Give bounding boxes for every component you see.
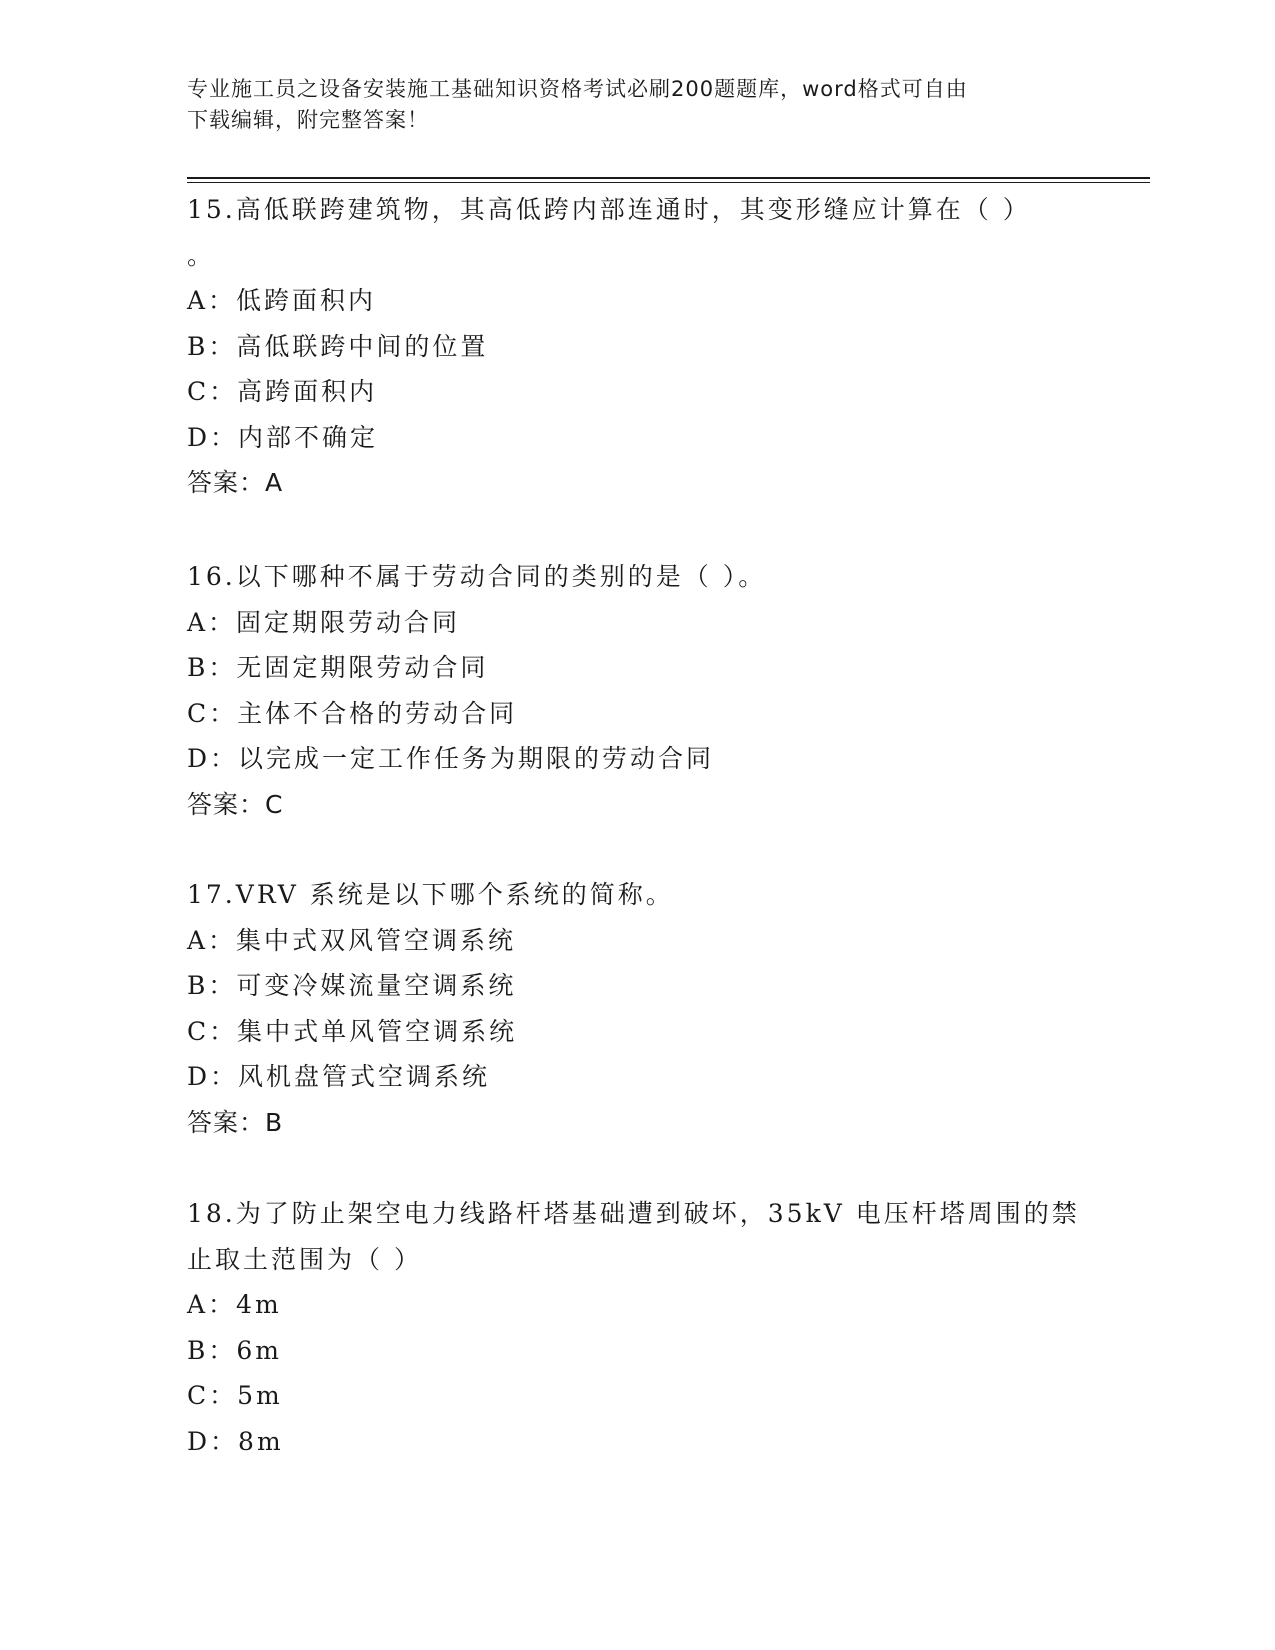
question-stem: 。 [187,240,216,270]
option-a: A：固定期限劳动合同 [187,607,461,637]
option-d: D：8m [187,1426,284,1456]
option-c: C：高跨面积内 [187,377,378,406]
question-18 [187,1191,1087,1464]
question-stem: 17.VRV 系统是以下哪个系统的简称。 [187,880,674,909]
answer: 答案：C [187,789,284,819]
option-c: C：集中式单风管空调系统 [187,1016,518,1046]
option-a: A：4m [187,1290,282,1319]
document-header [187,74,1067,136]
header-divider-thick [187,177,1150,179]
option-d: D：风机盘管式空调系统 [187,1062,491,1091]
option-b: B：可变冷媒流量空调系统 [187,971,517,1000]
question-stem: 16.以下哪种不属于劳动合同的类别的是（ ）。 [187,562,767,591]
option-a: A：集中式双风管空调系统 [187,925,517,955]
option-b: B：无固定期限劳动合同 [187,653,489,682]
option-b: B：高低联跨中间的位置 [187,331,489,361]
header-line-2: 下载编辑，附完整答案！ [187,108,429,132]
option-b: B：6m [187,1335,282,1365]
option-d: D：以完成一定工作任务为期限的劳动合同 [187,744,715,773]
option-d: D：内部不确定 [187,422,379,452]
question-stem: 15.高低联跨建筑物，其高低跨内部连通时，其变形缝应计算在（ ） [187,195,1031,224]
question-16 [187,554,1087,827]
answer: 答案：A [187,468,284,497]
option-a: A：低跨面积内 [187,286,377,315]
question-17 [187,872,1087,1145]
option-c: C：主体不合格的劳动合同 [187,698,518,728]
header-line-1: 专业施工员之设备安装施工基础知识资格考试必刷200题题库，word格式可自由 [187,77,968,101]
header-divider-thin [187,182,1150,183]
answer: 答案：B [187,1107,284,1137]
question-stem: 18.为了防止架空电力线路杆塔基础遭到破坏，35kV 电压杆塔周围的禁 [187,1199,1080,1228]
option-c: C：5m [187,1381,283,1410]
question-stem: 止取土范围为（ ） [187,1244,422,1274]
question-15 [187,187,1087,506]
